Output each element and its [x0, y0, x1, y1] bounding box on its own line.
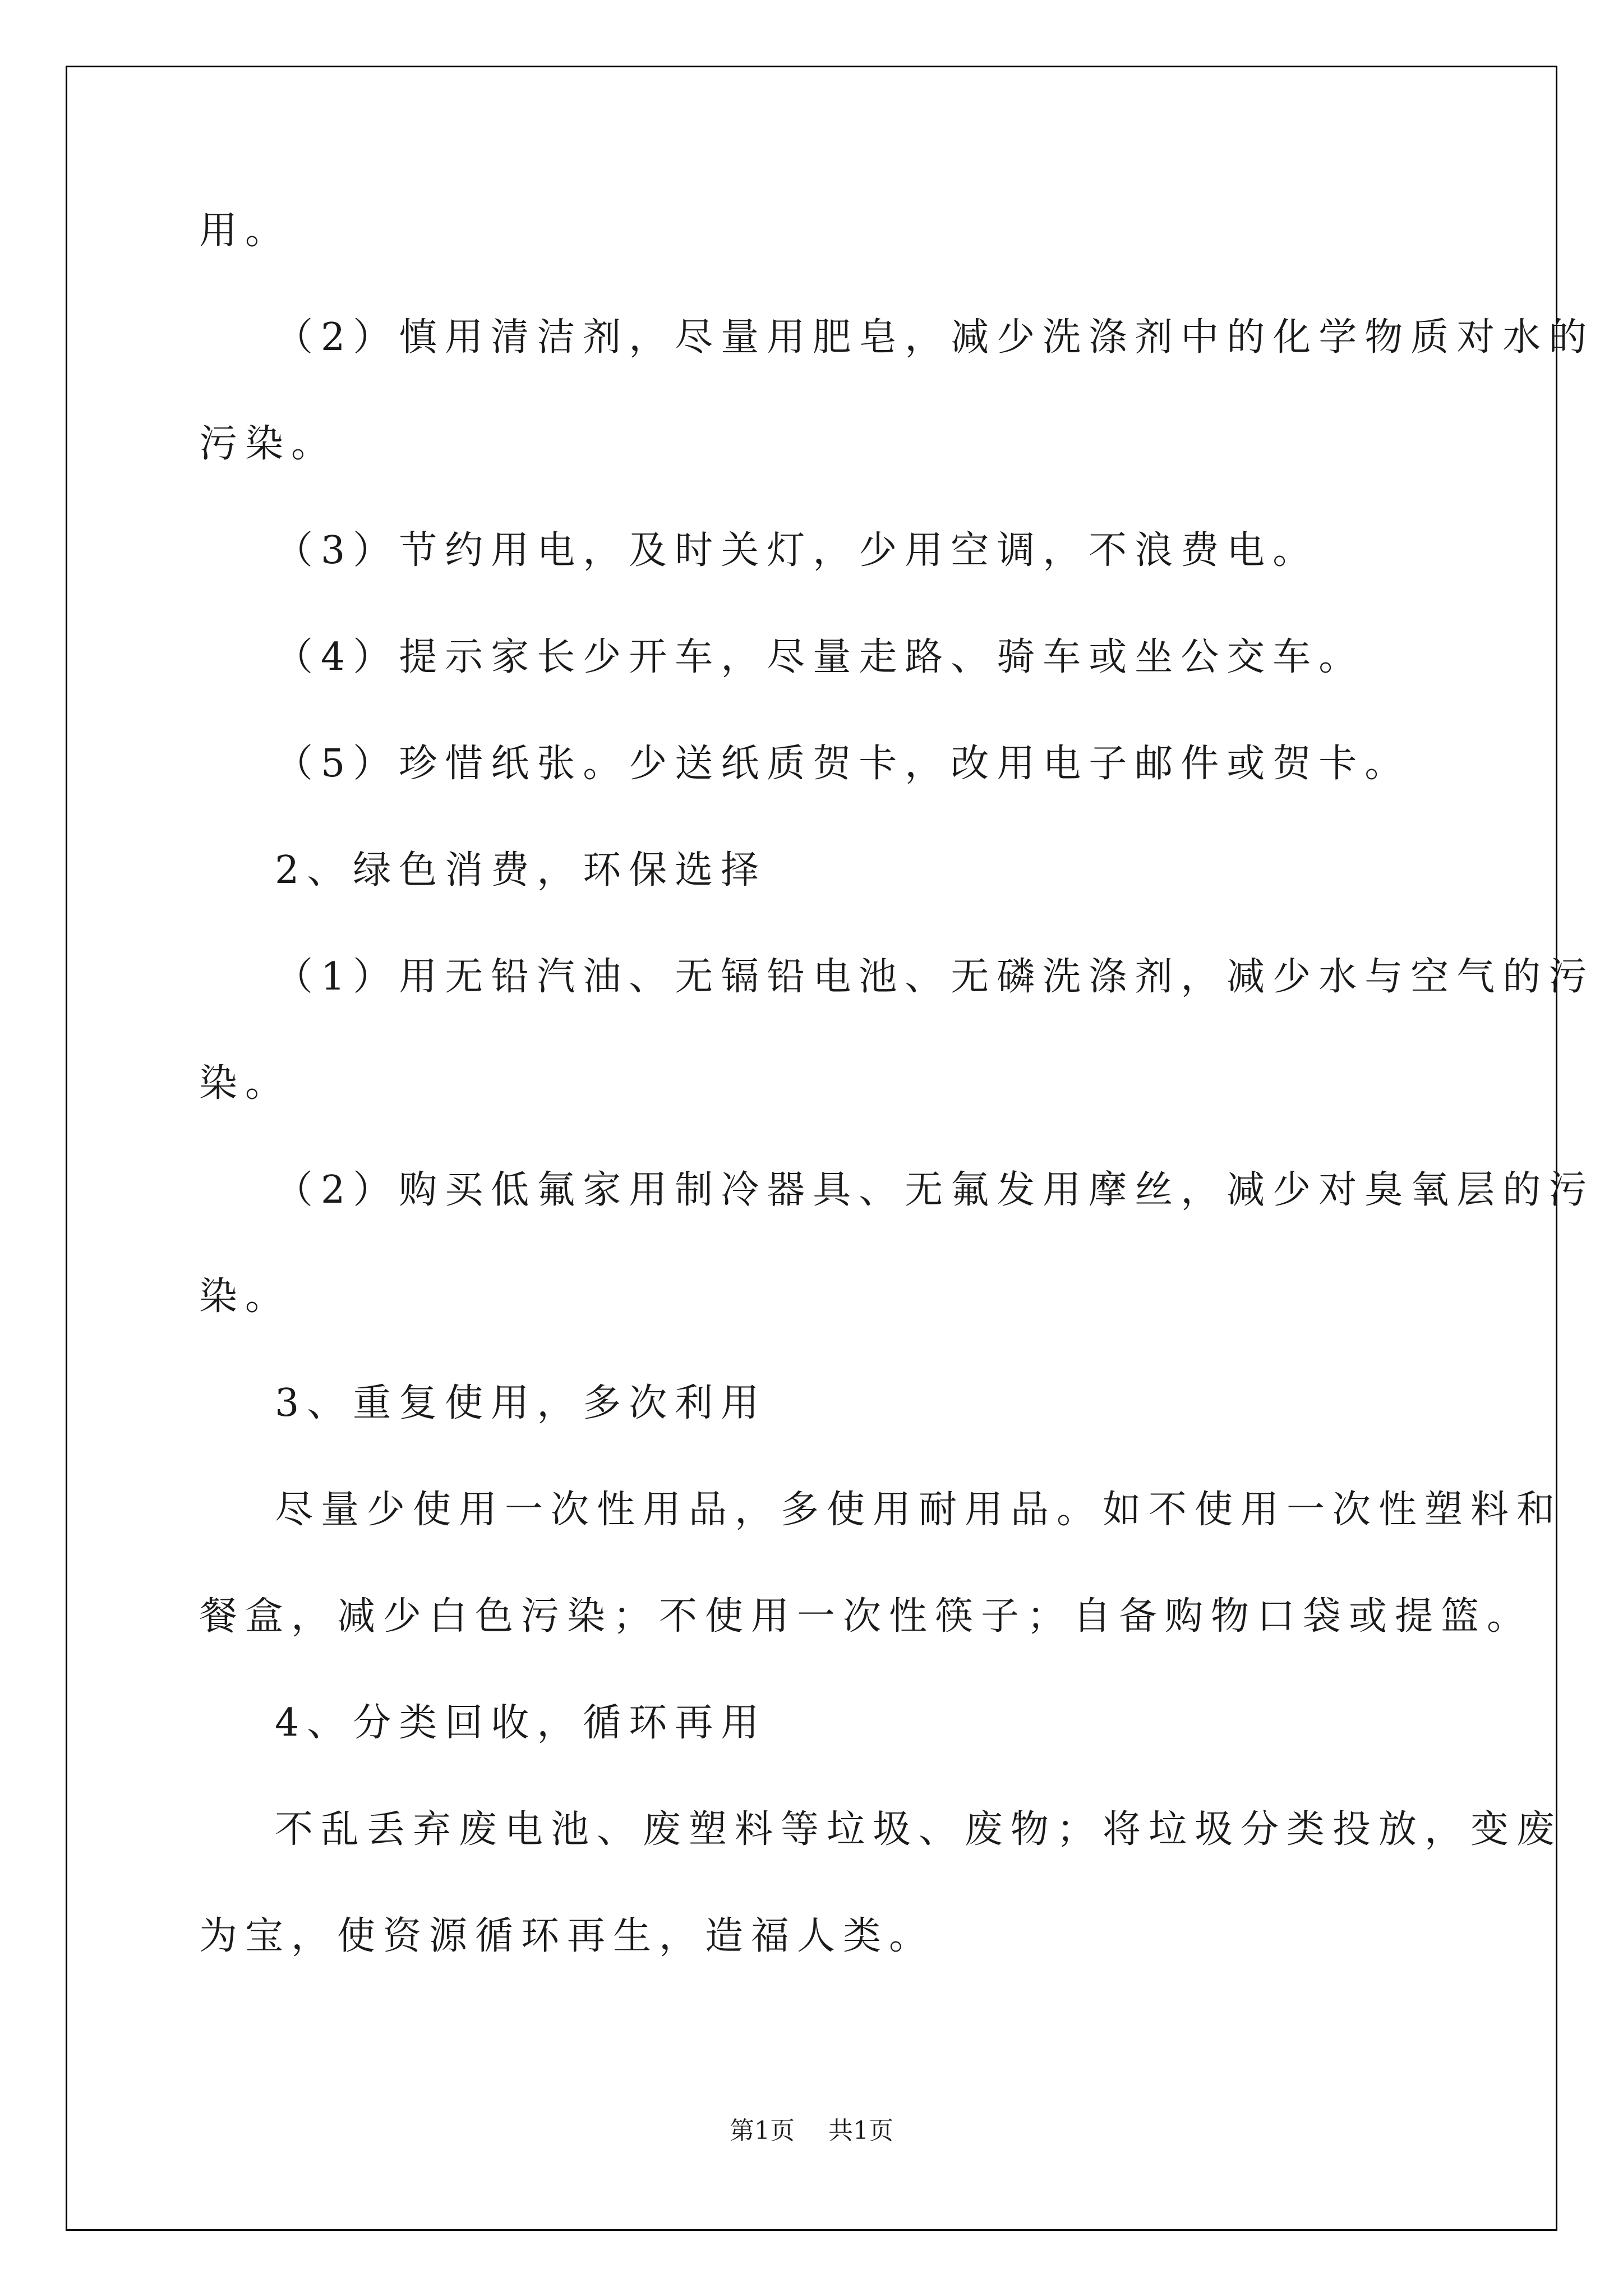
text-line: （1）用无铅汽油、无镉铅电池、无磷洗涤剂，减少水与空气的污 — [275, 955, 1595, 999]
text-line: 餐盒，减少白色污染；不使用一次性筷子；自备购物口袋或提篮。 — [199, 1594, 1533, 1639]
page-footer — [0, 2116, 1623, 2146]
text-line: （5）珍惜纸张。少送纸质贺卡，改用电子邮件或贺卡。 — [275, 742, 1411, 786]
text-line: 污染。 — [199, 422, 338, 466]
text-line: （3）节约用电，及时关灯，少用空调，不浪费电。 — [275, 528, 1319, 573]
section-heading: 2、绿色消费，环保选择 — [275, 848, 767, 892]
text-line: 用。 — [199, 209, 292, 253]
text-line: 染。 — [199, 1274, 292, 1319]
text-line: 不乱丢弃废电池、废塑料等垃圾、废物；将垃圾分类投放，变废 — [275, 1807, 1563, 1852]
section-heading: 4、分类回收，循环再用 — [275, 1701, 767, 1745]
page-number-total: 共1页 — [828, 2116, 893, 2145]
page-number-current: 第1页 — [730, 2116, 795, 2145]
text-line: 染。 — [199, 1061, 292, 1106]
section-heading: 3、重复使用，多次利用 — [275, 1381, 767, 1425]
text-line: （2）购买低氟家用制冷器具、无氟发用摩丝，减少对臭氧层的污 — [275, 1168, 1595, 1212]
text-line: （2）慎用清洁剂，尽量用肥皂，减少洗涤剂中的化学物质对水的 — [275, 315, 1595, 360]
text-line: 为宝，使资源循环再生，造福人类。 — [199, 1914, 935, 1958]
text-line: （4）提示家长少开车，尽量走路、骑车或坐公交车。 — [275, 635, 1365, 679]
text-line: 尽量少使用一次性用品，多使用耐用品。如不使用一次性塑料和 — [275, 1488, 1563, 1532]
page-frame — [66, 66, 1557, 2231]
